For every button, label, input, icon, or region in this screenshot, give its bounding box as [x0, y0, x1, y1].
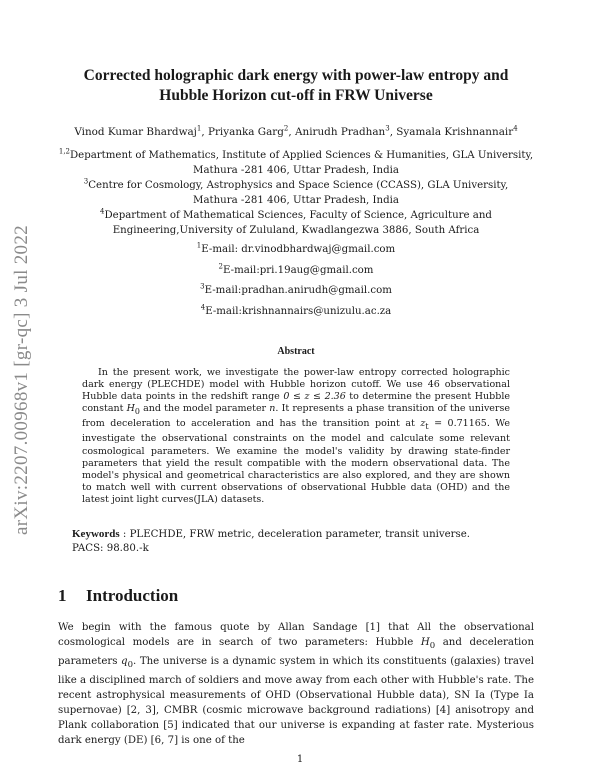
- author-list: Vinod Kumar Bhardwaj$^1$, Priyanka Garg$^2$, Anirudh Pradhan$^3$, Syamala Krishnannair$^4$: [74, 124, 518, 138]
- section-title: Introduction: [86, 585, 179, 605]
- pacs-code: PACS: 98.80.-k: [72, 542, 149, 554]
- introduction-paragraph: We begin with the famous quote by Allan Sandage [1] that All the observational cosmological models are in search of two parameters: Hubble $H_0$ and deceleration parameters $q_0$. The universe is a dynamic system in which its constituents (galaxies) travel like a disciplined march of soldiers and move away from each other with Hubble's rate. The recent astrophysical measurements of OHD (Observational Hubble data), SN Ia (Type Ia supernovae) [2, 3], CMBR (cosmic microwave background radiations) [4] anisotropy and Plank collaboration [5] indicated that our universe is expanding at faster rate. Mysterious dark energy (DE) [6, 7] is one of the: [58, 621, 535, 746]
- keywords-text: : PLECHDE, FRW metric, deceleration parameter, transit universe.: [119, 528, 471, 540]
- section-heading: [58, 586, 534, 606]
- keywords-label: Keywords: [72, 527, 120, 540]
- arxiv-identifier: arXiv:2207.00968v1 [gr-qc] 3 Jul 2022: [11, 225, 32, 535]
- email-line: $^3$E-mail:pradhan.anirudh@gmail.com: [200, 282, 392, 296]
- email-line: $^4$E-mail:krishnannairs@unizulu.ac.za: [200, 303, 392, 317]
- author: Syamala Krishnannair$^4$: [396, 124, 518, 138]
- abstract-text: In the present work, we investigate the power-law entropy corrected holographic dark energy (PLECHDE) model with Hubble horizon cutoff. We use 46 observational Hubble data points in the redshift range 0 ≤ z ≤ 2.36 to determine the present Hubble constant $H_0$ and the model parameter n. It represents a phase transition of the universe from deceleration to acceleration and has the transition point at $z_t = 0.71165$. We investigate the observational constraints on the model and calculate some relevant cosmological parameters. We examine the model's validity by drawing state-finder parameters that yield the result compatible with the modern observational data. The model's physical and geometrical characteristics are also explored, and they are shown to match well with current observations of observational Hubble data (OHD) and the latest joint light curves(JLA) datasets.: [82, 366, 510, 506]
- affiliation: $^4$Department of Mathematical Sciences, Faculty of Science, Agriculture and Engineering,University of Zululand, Kwadlangezwa 3886, South Africa: [100, 207, 492, 236]
- affiliation: $^{1,2}$Department of Mathematics, Institute of Applied Sciences & Humanities, GLA University, Mathura -281 406, Uttar Pradesh, India: [58, 147, 534, 176]
- email-list: [58, 242, 534, 319]
- paper-title: [58, 66, 534, 106]
- email-line: $^2$E-mail:pri.19aug@gmail.com: [218, 262, 374, 276]
- keywords-block: [72, 527, 534, 556]
- affiliation: $^3$Centre for Cosmology, Astrophysics and Space Science (CCASS), GLA University, Mathura -281 406, Uttar Pradesh, India: [83, 177, 509, 206]
- section-number: 1: [58, 585, 67, 605]
- title-line-1: Corrected holographic dark energy with power-law entropy and: [83, 67, 509, 84]
- abstract-heading: Abstract: [277, 345, 315, 357]
- email-line: $^1$E-mail: dr.vinodbhardwaj@gmail.com: [196, 241, 396, 255]
- author: Vinod Kumar Bhardwaj$^1$: [74, 124, 202, 138]
- author: Anirudh Pradhan$^3$: [295, 124, 390, 138]
- title-line-2: Hubble Horizon cut-off in FRW Universe: [159, 87, 433, 104]
- arxiv-stamp: [2, 210, 42, 550]
- affiliations: [58, 148, 534, 238]
- page-number: 1: [296, 754, 304, 765]
- author: Priyanka Garg$^2$: [207, 124, 289, 138]
- paper-page: [58, 0, 534, 748]
